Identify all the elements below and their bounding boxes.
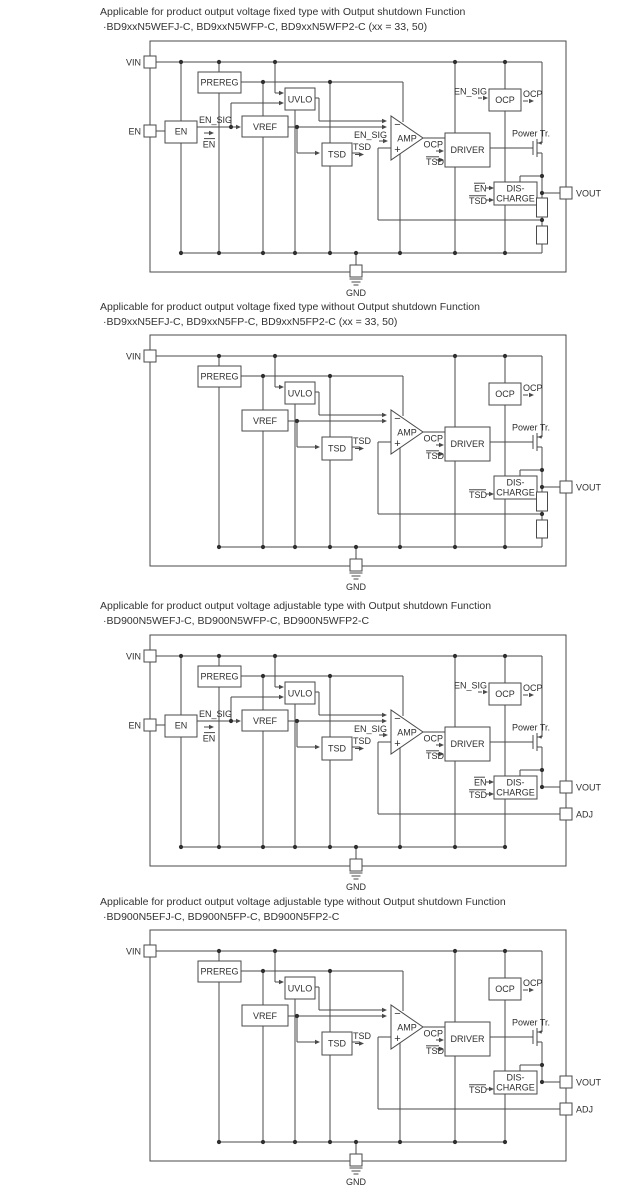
arrowhead <box>315 445 320 450</box>
junction-dot <box>540 1080 544 1084</box>
driver-ocp-input-label: OCP <box>423 733 443 744</box>
en-sig-signal-label: EN_SIG <box>199 115 233 125</box>
arrowhead <box>315 1040 320 1045</box>
discharge-block-label-line1: DIS- <box>506 477 525 488</box>
junction-dot <box>217 60 221 64</box>
arrowhead <box>382 1014 387 1019</box>
discharge-block-label-line1: DIS- <box>506 1072 525 1083</box>
junction-dot <box>540 785 544 789</box>
labels <box>126 58 602 299</box>
tsd-block-label: TSD <box>328 1038 346 1049</box>
en-pin-label: EN <box>128 720 141 731</box>
en-pin <box>144 125 156 137</box>
discharge-en-input-label: EN <box>474 777 487 788</box>
junction-dot <box>273 654 277 658</box>
arrowhead <box>489 492 494 497</box>
vin-pin <box>144 650 156 662</box>
vin-pin <box>144 350 156 362</box>
adj-pin <box>560 1103 572 1115</box>
diagram-2-title: Applicable for product output voltage fixed type without Output shutdown Function <box>100 301 480 313</box>
uvlo-block-label: UVLO <box>287 388 313 399</box>
ocp-en-sig-input-label: EN_SIG <box>453 680 487 691</box>
driver-block-label: DRIVER <box>450 145 485 155</box>
gnd-pin-label: GND <box>346 1177 366 1187</box>
tsd-block-label: TSD <box>328 743 346 754</box>
junction-dot <box>398 845 402 849</box>
junction-dot <box>217 949 221 953</box>
driver-tsd-input-label: TSD <box>426 751 444 761</box>
blocks <box>144 350 572 571</box>
junction-dot <box>398 545 402 549</box>
junction-dot <box>229 719 233 723</box>
junction-dot <box>217 845 221 849</box>
blocks <box>144 945 572 1166</box>
power-transistor-label: Power Tr. <box>511 722 551 733</box>
arrowhead <box>489 1087 494 1092</box>
junction-dot <box>453 251 457 255</box>
prereg-block-label: PREREG <box>200 966 239 977</box>
labels <box>126 947 602 1188</box>
driver-tsd-input-label: TSD <box>426 1046 444 1056</box>
gnd-pin <box>350 859 362 871</box>
junction-dot <box>328 251 332 255</box>
driver-block-label: DRIVER <box>450 439 485 449</box>
driver-tsd-input-label: TSD <box>426 451 444 461</box>
junction-dot <box>540 218 544 222</box>
junction-dot <box>540 468 544 472</box>
vref-block-label: VREF <box>252 716 278 726</box>
vout-pin <box>560 481 572 493</box>
junction-dot <box>217 354 221 358</box>
junction-dot <box>261 251 265 255</box>
amp-block-label: AMP <box>397 133 417 144</box>
feedback-resistor-2 <box>537 226 548 244</box>
feedback-resistor-1 <box>537 198 548 217</box>
junction-dot <box>328 374 332 378</box>
vout-pin-label: VOUT <box>576 188 602 199</box>
amp-block-label: AMP <box>397 727 417 738</box>
junction-dot <box>503 654 507 658</box>
junction-dot <box>503 845 507 849</box>
arrowhead <box>382 413 387 418</box>
ocp-block-label: OCP <box>495 95 515 105</box>
junction-dot <box>261 674 265 678</box>
junction-dot <box>261 845 265 849</box>
junction-dot <box>179 845 183 849</box>
junction-dot <box>293 845 297 849</box>
junction-dot <box>229 125 233 129</box>
vref-block-label: VREF <box>252 1011 278 1021</box>
driver-ocp-input-label: OCP <box>423 433 443 444</box>
junction-dot <box>328 545 332 549</box>
power-transistor <box>533 139 542 157</box>
junction-dot <box>293 251 297 255</box>
junction-dot <box>273 60 277 64</box>
gnd-pin <box>350 1154 362 1166</box>
diagram-1-subtitle: ·BD9xxN5WEFJ-C, BD9xxN5WFP-C, BD9xxN5WFP2-C (xx = 33, 50) <box>103 21 428 33</box>
arrowhead <box>529 99 534 104</box>
en-inverted-signal-label: EN <box>202 733 216 744</box>
junction-dot <box>217 251 221 255</box>
arrowhead <box>236 719 241 724</box>
arrowhead <box>489 792 494 797</box>
diagram-1-title: Applicable for product output voltage fixed type with Output shutdown Function <box>100 6 466 18</box>
arrowhead <box>315 151 320 156</box>
arrowhead <box>529 988 534 993</box>
junction-dot <box>179 654 183 658</box>
gnd-pin <box>350 265 362 277</box>
transistor-arrow <box>538 141 542 145</box>
diagram-4-title: Applicable for product output voltage adjustable type without Output shutdown Function <box>100 896 506 908</box>
junction-dot <box>354 545 358 549</box>
prereg-block-label: PREREG <box>200 671 239 682</box>
junction-dot <box>293 1140 297 1144</box>
arrowhead <box>382 1008 387 1013</box>
arrowhead <box>489 198 494 203</box>
prereg-block-label: PREREG <box>200 371 239 382</box>
junction-dot <box>453 654 457 658</box>
arrowhead <box>489 186 494 191</box>
labels <box>126 652 602 893</box>
arrowhead <box>315 745 320 750</box>
prereg-block-label: PREREG <box>200 77 239 88</box>
power-transistor <box>533 1028 542 1046</box>
discharge-block-label-line2: CHARGE <box>496 487 535 498</box>
junction-dot <box>295 719 299 723</box>
junction-dot <box>540 768 544 772</box>
blocks <box>144 56 572 277</box>
diagram-3-title: Applicable for product output voltage adjustable type with Output shutdown Function <box>100 600 492 612</box>
ocp-output-signal-label: OCP <box>523 89 543 99</box>
power-transistor-label: Power Tr. <box>511 1017 551 1028</box>
ground-symbol <box>350 573 363 579</box>
discharge-tsd-input-label: TSD <box>469 790 487 800</box>
transistor-arrow <box>538 735 542 739</box>
arrowhead <box>382 119 387 124</box>
diagram-3-subtitle: ·BD900N5WEFJ-C, BD900N5WFP-C, BD900N5WFP2-C <box>103 615 370 627</box>
amp-block-label: AMP <box>397 427 417 438</box>
uvlo-block-label: UVLO <box>287 688 313 699</box>
tsd-block-label: TSD <box>328 149 346 160</box>
arrowhead <box>279 695 284 700</box>
tsd-block-label: TSD <box>328 443 346 454</box>
discharge-block-label-line2: CHARGE <box>496 1082 535 1093</box>
driver-block-label: DRIVER <box>450 1034 485 1044</box>
arrowhead <box>529 393 534 398</box>
gnd-pin-label: GND <box>346 288 366 298</box>
junction-dot <box>540 191 544 195</box>
junction-dot <box>354 1140 358 1144</box>
transistor-arrow <box>538 435 542 439</box>
junction-dot <box>293 545 297 549</box>
amp-minus-input-label: − <box>394 1008 401 1020</box>
amp-block-label: AMP <box>397 1022 417 1033</box>
driver-ocp-input-label: OCP <box>423 139 443 150</box>
amp-plus-input-label: + <box>394 738 401 750</box>
arrowhead <box>529 693 534 698</box>
gnd-pin <box>350 559 362 571</box>
vout-pin-label: VOUT <box>576 482 602 493</box>
ocp-block-label: OCP <box>495 389 515 399</box>
gnd-pin-label: GND <box>346 582 366 592</box>
discharge-block-label-line1: DIS- <box>506 777 525 788</box>
junction-dot <box>453 545 457 549</box>
diagram-2-subtitle: ·BD9xxN5EFJ-C, BD9xxN5FP-C, BD9xxN5FP2-C (xx = 33, 50) <box>103 316 398 328</box>
driver-tsd-input-label: TSD <box>426 157 444 167</box>
diagram-4-subtitle: ·BD900N5EFJ-C, BD900N5FP-C, BD900N5FP2-C <box>103 911 340 923</box>
vref-block-label: VREF <box>252 122 278 132</box>
uvlo-block-label: UVLO <box>287 983 313 994</box>
discharge-tsd-input-label: TSD <box>469 1085 487 1095</box>
tsd-output-signal-label: TSD <box>353 142 371 152</box>
arrowhead <box>359 446 364 451</box>
arrowhead <box>359 1041 364 1046</box>
discharge-block-label-line2: CHARGE <box>496 193 535 204</box>
junction-dot <box>398 1140 402 1144</box>
junction-dot <box>273 949 277 953</box>
vout-pin-label: VOUT <box>576 782 602 793</box>
driver-ocp-input-label: OCP <box>423 1028 443 1039</box>
vout-pin <box>560 1076 572 1088</box>
amp-en-sig-input-label: EN_SIG <box>353 724 387 734</box>
ground-symbol <box>350 1168 363 1174</box>
junction-dot <box>328 969 332 973</box>
ground-symbol <box>350 873 363 879</box>
junction-dot <box>540 1063 544 1067</box>
amp-minus-input-label: − <box>394 119 401 131</box>
vout-pin <box>560 187 572 199</box>
adj-pin-label: ADJ <box>576 1104 594 1115</box>
ocp-output-signal-label: OCP <box>523 683 543 693</box>
diagram-1 <box>126 41 602 298</box>
ocp-block-label: OCP <box>495 984 515 994</box>
junction-dot <box>179 60 183 64</box>
vout-pin <box>560 781 572 793</box>
junction-dot <box>295 1014 299 1018</box>
uvlo-block-label: UVLO <box>287 94 313 105</box>
ground-symbol <box>350 279 363 285</box>
discharge-block-label-line2: CHARGE <box>496 787 535 798</box>
junction-dot <box>217 654 221 658</box>
diagram-3 <box>126 635 602 892</box>
arrowhead <box>382 125 387 130</box>
junction-dot <box>354 845 358 849</box>
ocp-block-label: OCP <box>495 689 515 699</box>
amp-plus-input-label: + <box>394 438 401 450</box>
junction-dot <box>540 174 544 178</box>
vout-pin-label: VOUT <box>576 1077 602 1088</box>
junction-dot <box>328 674 332 678</box>
arrowhead <box>382 419 387 424</box>
arrowhead <box>382 719 387 724</box>
ocp-output-signal-label: OCP <box>523 978 543 988</box>
en-pin-label: EN <box>128 126 141 137</box>
en-block-label: EN <box>174 720 188 731</box>
feedback-resistor-2 <box>537 520 548 538</box>
power-transistor-label: Power Tr. <box>511 128 551 139</box>
discharge-block-label-line1: DIS- <box>506 183 525 194</box>
arrowhead <box>209 725 214 730</box>
junction-dot <box>261 1140 265 1144</box>
adj-pin <box>560 808 572 820</box>
en-pin <box>144 719 156 731</box>
arrowhead <box>279 91 284 96</box>
junction-dot <box>217 545 221 549</box>
arrowhead <box>279 980 284 985</box>
arrowhead <box>236 125 241 130</box>
junction-dot <box>453 354 457 358</box>
tsd-output-signal-label: TSD <box>353 736 371 746</box>
arrowhead <box>279 101 284 106</box>
diagram-4 <box>126 930 602 1187</box>
junction-dot <box>540 512 544 516</box>
amp-plus-input-label: + <box>394 1033 401 1045</box>
feedback-resistor-1 <box>537 492 548 511</box>
junction-dot <box>453 949 457 953</box>
junction-dot <box>503 60 507 64</box>
arrowhead <box>359 152 364 157</box>
gnd-pin-label: GND <box>346 882 366 892</box>
labels <box>126 352 602 593</box>
junction-dot <box>261 545 265 549</box>
power-transistor <box>533 433 542 451</box>
discharge-tsd-input-label: TSD <box>469 490 487 500</box>
junction-dot <box>453 60 457 64</box>
junction-dot <box>273 354 277 358</box>
arrowhead <box>279 685 284 690</box>
diagram-2 <box>126 335 602 592</box>
discharge-en-input-label: EN <box>474 183 487 194</box>
vin-pin <box>144 945 156 957</box>
junction-dot <box>453 1140 457 1144</box>
junction-dot <box>503 545 507 549</box>
vin-pin-label: VIN <box>125 57 141 68</box>
vin-pin-label: VIN <box>125 651 141 662</box>
junction-dot <box>295 125 299 129</box>
adj-pin-label: ADJ <box>576 809 594 820</box>
junction-dot <box>261 80 265 84</box>
junction-dot <box>328 80 332 84</box>
junction-dot <box>261 969 265 973</box>
junction-dot <box>354 251 358 255</box>
amp-en-sig-input-label: EN_SIG <box>353 130 387 140</box>
vin-pin-label: VIN <box>125 946 141 957</box>
driver-block-label: DRIVER <box>450 739 485 749</box>
vin-pin <box>144 56 156 68</box>
arrowhead <box>279 385 284 390</box>
en-inverted-signal-label: EN <box>202 139 216 150</box>
ocp-en-sig-input-label: EN_SIG <box>453 86 487 97</box>
junction-dot <box>217 1140 221 1144</box>
amp-minus-input-label: − <box>394 413 401 425</box>
junction-dot <box>179 251 183 255</box>
arrowhead <box>359 746 364 751</box>
tsd-output-signal-label: TSD <box>353 436 371 446</box>
junction-dot <box>503 251 507 255</box>
discharge-tsd-input-label: TSD <box>469 196 487 206</box>
junction-dot <box>328 1140 332 1144</box>
junction-dot <box>503 1140 507 1144</box>
en-sig-signal-label: EN_SIG <box>199 709 233 719</box>
junction-dot <box>503 949 507 953</box>
en-block-label: EN <box>174 126 188 137</box>
amp-plus-input-label: + <box>394 144 401 156</box>
ocp-output-signal-label: OCP <box>523 383 543 393</box>
tsd-output-signal-label: TSD <box>353 1031 371 1041</box>
blocks <box>144 650 572 871</box>
junction-dot <box>503 354 507 358</box>
power-transistor <box>533 733 542 751</box>
arrowhead <box>489 780 494 785</box>
junction-dot <box>398 251 402 255</box>
power-transistor-label: Power Tr. <box>511 422 551 433</box>
arrowhead <box>209 131 214 136</box>
vin-pin-label: VIN <box>125 351 141 362</box>
amp-minus-input-label: − <box>394 713 401 725</box>
arrowhead <box>382 713 387 718</box>
transistor-arrow <box>538 1030 542 1034</box>
junction-dot <box>328 845 332 849</box>
vref-block-label: VREF <box>252 416 278 426</box>
junction-dot <box>540 485 544 489</box>
junction-dot <box>261 374 265 378</box>
junction-dot <box>453 845 457 849</box>
junction-dot <box>295 419 299 423</box>
